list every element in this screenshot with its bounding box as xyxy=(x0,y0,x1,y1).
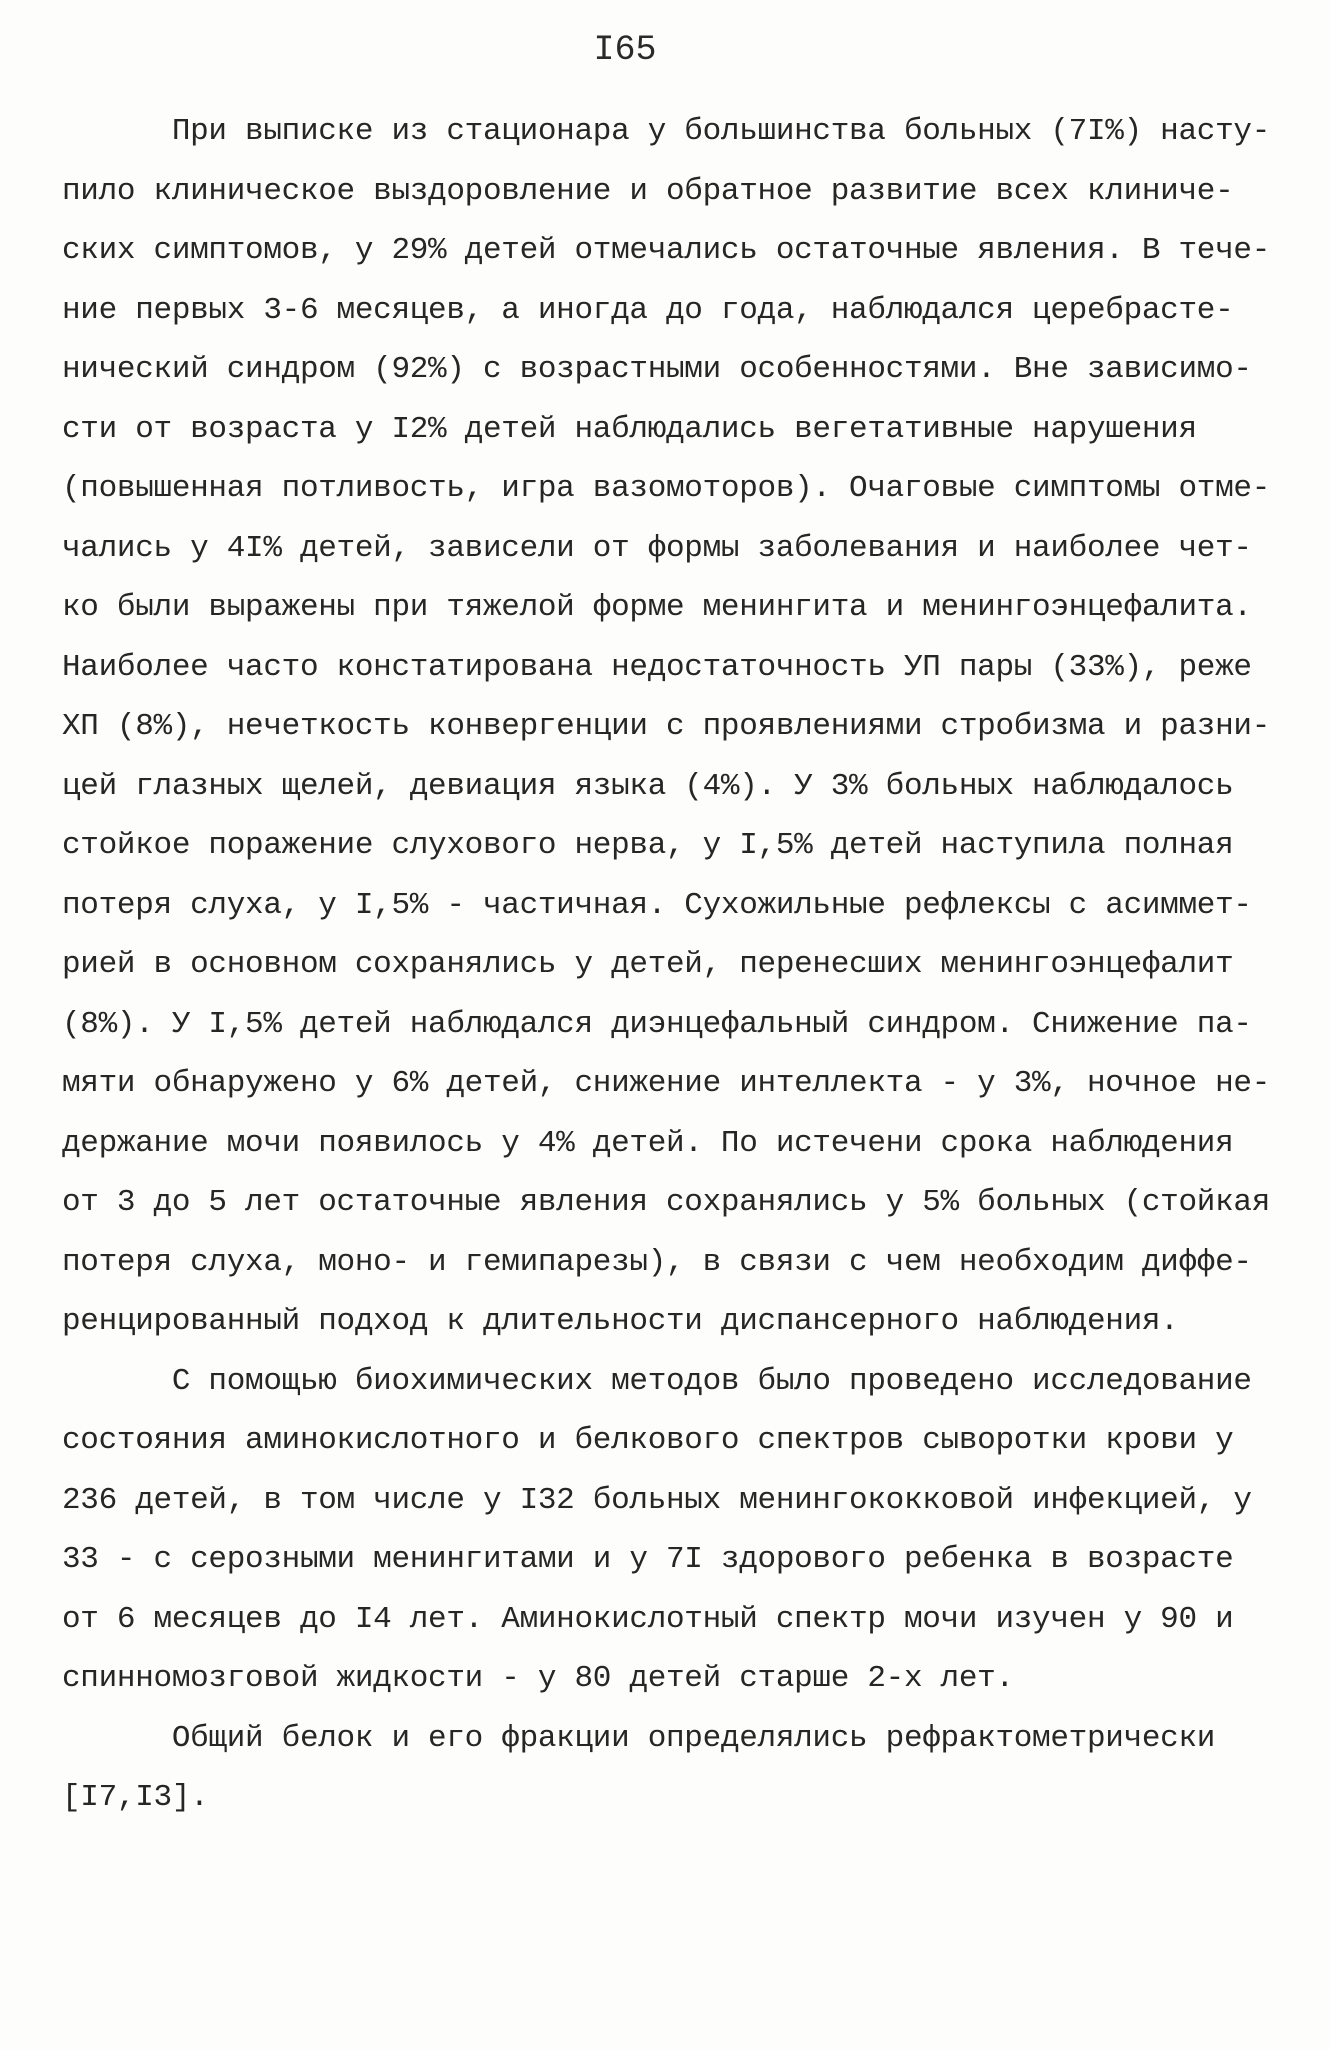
text-line: от 3 до 5 лет остаточные явления сохранялись у 5% больных (стойкая xyxy=(62,1185,1271,1220)
text-line: сти от возраста у I2% детей наблюдались вегетативные нарушения xyxy=(62,411,1197,447)
text-line: держание мочи появилось у 4% детей. По истечени срока наблюдения xyxy=(62,1125,1234,1161)
text-line: цей глазных щелей, девиация языка (4%). У 3% больных наблюдалось xyxy=(62,768,1234,804)
text-line: ских симптомов, у 29% детей отмечались остаточные явления. В тече- xyxy=(62,233,1271,268)
text-line: (8%). У I,5% детей наблюдался диэнцефальный синдром. Снижение па- xyxy=(62,1006,1252,1042)
text-line: чались у 4I% детей, зависели от формы заболевания и наиболее чет- xyxy=(62,530,1252,566)
text-line: ние первых 3-6 месяцев, а иногда до года, наблюдался церебрасте- xyxy=(62,292,1234,328)
text-line: (повышенная потливость, игра вазомоторов). Очаговые симптомы отме- xyxy=(62,471,1271,506)
text-line: С помощью биохимических методов было проведено исследование xyxy=(62,1363,1252,1399)
text-line: ко были выражены при тяжелой форме менингита и менингоэнцефалита. xyxy=(62,590,1252,625)
text-line: от 6 месяцев до I4 лет. Аминокислотный спектр мочи изучен у 90 и xyxy=(62,1601,1234,1637)
text-line: 33 - с серозными менингитами и у 7I здорового ребенка в возрасте xyxy=(62,1542,1234,1577)
body-text xyxy=(62,102,1271,1828)
text-line: стойкое поражение слухового нерва, у I,5% детей наступила полная xyxy=(62,828,1234,863)
text-line: рией в основном сохранялись у детей, перенесших менингоэнцефалит xyxy=(62,947,1234,982)
text-line: Наиболее часто констатирована недостаточность УП пары (33%), реже xyxy=(62,649,1252,685)
paragraph-biochemical-methods xyxy=(62,1352,1262,1709)
text-line: потеря слуха, моно- и гемипарезы), в связи с чем необходим диффе- xyxy=(62,1244,1252,1280)
text-line: ХП (8%), нечеткость конвергенции с проявлениями стробизма и разни- xyxy=(62,709,1271,744)
paragraph-discharge-outcomes xyxy=(62,102,1271,1352)
page-number: I65 xyxy=(593,30,657,70)
text-line: При выписке из стационара у большинства больных (7I%) насту- xyxy=(62,114,1271,149)
text-line: пило клиническое выздоровление и обратное развитие всех клиниче- xyxy=(62,173,1234,209)
text-line: мяти обнаружено у 6% детей, снижение интеллекта - у 3%, ночное не- xyxy=(62,1066,1271,1101)
text-line: [I7,I3]. xyxy=(62,1780,209,1815)
text-line: 236 детей, в том числе у I32 больных менингококковой инфекцией, у xyxy=(62,1482,1252,1518)
text-line: состояния аминокислотного и белкового спектров сыворотки крови у xyxy=(62,1423,1234,1458)
text-line: потеря слуха, у I,5% - частичная. Сухожильные рефлексы с асиммет- xyxy=(62,887,1252,923)
text-line: Общий белок и его фракции определялись рефрактометрически xyxy=(62,1720,1216,1756)
text-line: спинномозговой жидкости - у 80 детей старше 2-х лет. xyxy=(62,1661,1014,1696)
text-line: ренцированный подход к длительности диспансерного наблюдения. xyxy=(62,1304,1179,1339)
paragraph-protein-fractions xyxy=(62,1709,1262,1828)
text-line: нический синдром (92%) с возрастными особенностями. Вне зависимо- xyxy=(62,352,1252,387)
